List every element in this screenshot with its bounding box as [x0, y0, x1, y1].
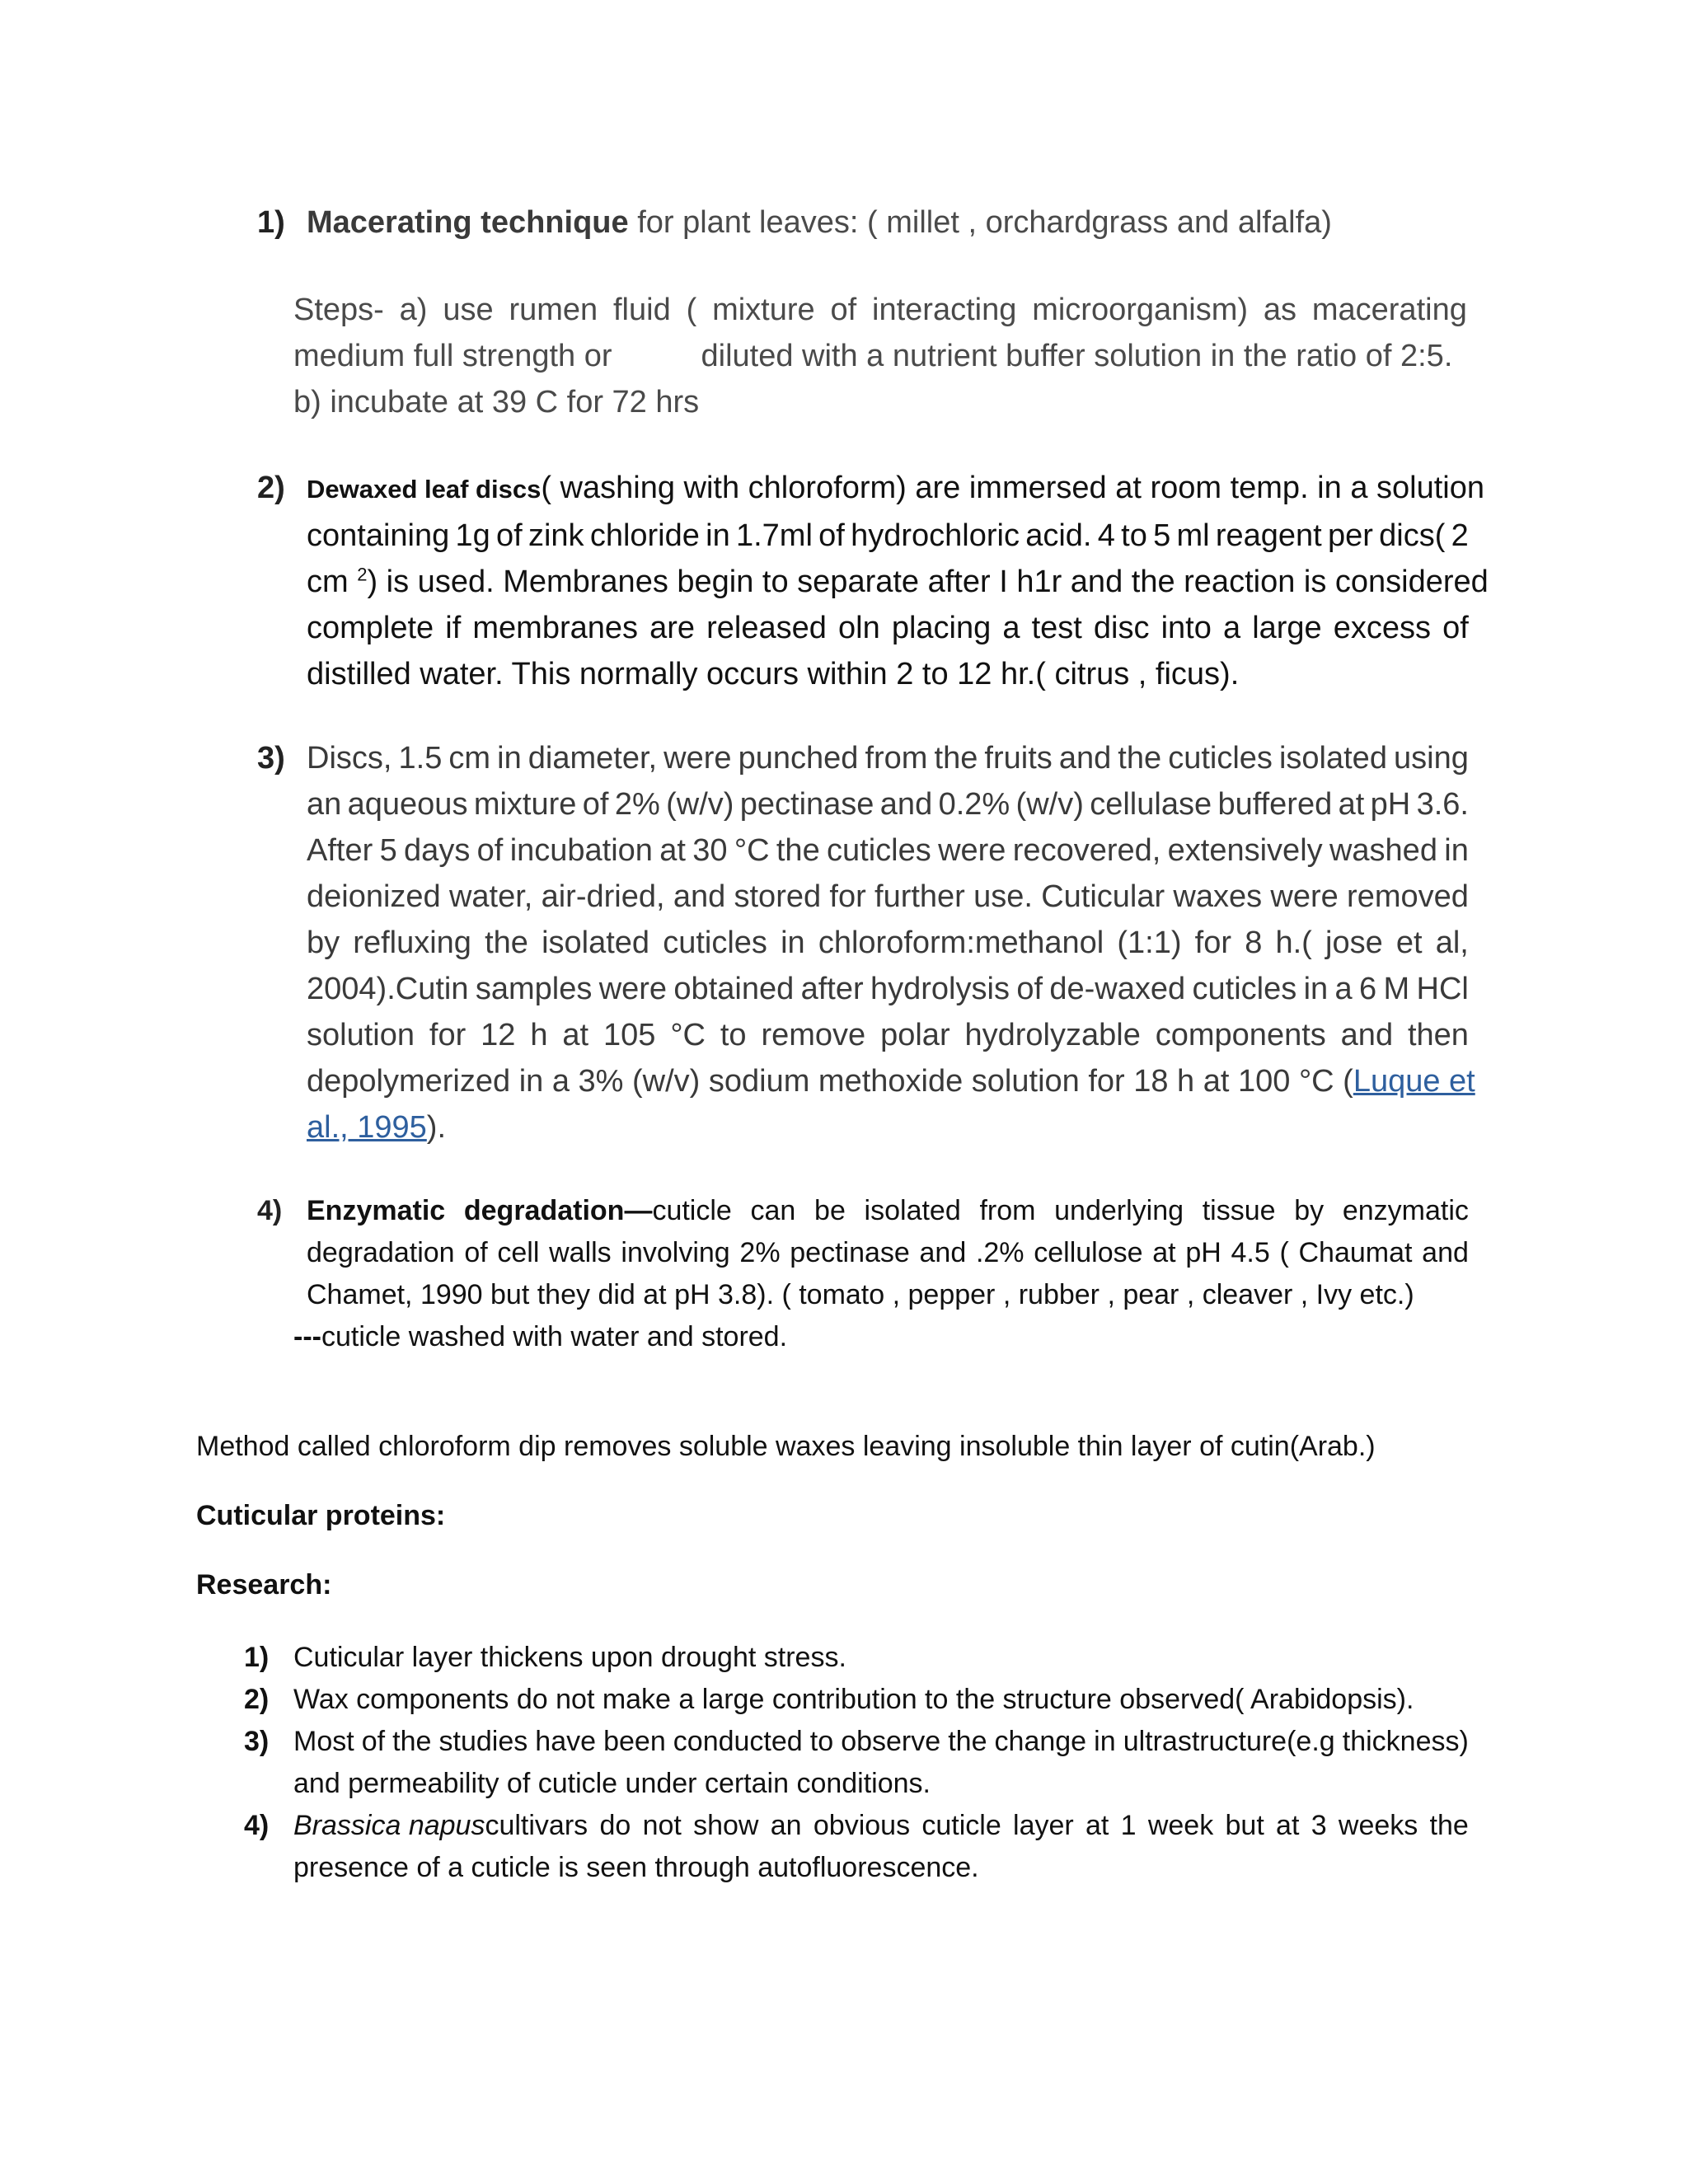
steps-line-2: medium full strength or diluted with a nutrient buffer solution in the ratio of 2:5. [293, 339, 1453, 373]
list-number: 1) [244, 1642, 270, 1673]
list-item: 4) Brassica napuscultivars do not show an obvious cuticle layer at 1 week but at 3 weeks the presence of a cuticle is seen through autofluorescence. [244, 1805, 1469, 1889]
text-line: Chamet, 1990 but they did at pH 3.8). ( tomato , pepper , rubber , pear , cleaver , Ivy etc.) [307, 1279, 1414, 1310]
research-heading: Research: [196, 1569, 332, 1601]
item-body [307, 465, 1489, 697]
list-number: 3) [257, 741, 285, 776]
item-body [307, 1190, 1469, 1316]
text-line: 2004).Cutin samples were obtained after hydrolysis of de-waxed cuticles in a 6 M HCl [307, 972, 1469, 1006]
research-list [244, 1637, 1469, 1889]
cuticular-proteins-heading: Cuticular proteins: [196, 1500, 446, 1531]
text-line: containing 1g of zink chloride in 1.7ml of hydrochloric acid. 4 to 5 ml reagent per dics( 2 [307, 518, 1469, 553]
text-line: complete if membranes are released oln placing a test disc into a large excess of [307, 611, 1469, 645]
list-number: 2) [257, 471, 285, 505]
list-item: 2) Wax components do not make a large contribution to the structure observed( Arabidopsis). [244, 1679, 1469, 1721]
text-line: After 5 days of incubation at 30 °C the cuticles were recovered, extensively washed in [307, 833, 1469, 868]
text-line: Discs, 1.5 cm in diameter, were punched from the fruits and the cuticles isolated using [307, 741, 1469, 776]
chloroform-paragraph: Method called chloroform dip removes soluble waxes leaving insoluble thin layer of cutin(Arab.) [196, 1431, 1376, 1462]
text-line: deionized water, air-dried, and stored for further use. Cuticular waxes were removed [307, 879, 1469, 914]
list-number: 3) [244, 1726, 270, 1757]
list-item: 3) Most of the studies have been conducted to observe the change in ultrastructure(e.g thickness) and permeability of cuticle under certain conditions. [244, 1721, 1469, 1805]
item-body [307, 735, 1475, 1151]
steps-line-3: b) incubate at 39 C for 72 hrs [293, 385, 700, 419]
list-number: 4) [257, 1195, 283, 1226]
text-line: solution for 12 h at 105 °C to remove polar hydrolyzable components and then [307, 1018, 1469, 1052]
text-line: distilled water. This normally occurs within 2 to 12 hr.( citrus , ficus). [307, 657, 1240, 691]
text-line: depolymerized in a 3% (w/v) sodium methoxide solution for 18 h at 100 °C (Luque et [307, 1064, 1475, 1099]
text-line: cm $^2$) is used. Membranes begin to separate after I h1r and the reaction is considered [307, 564, 1489, 599]
list-item: 1) Cuticular layer thickens upon drought stress. [244, 1637, 1469, 1679]
text-line: Dewaxed leaf discs( washing with chloroform) are immersed at room temp. in a solution [307, 471, 1484, 505]
text-line: al., 1995 ). [307, 1104, 1469, 1151]
list-number: 2) [244, 1684, 270, 1715]
citation-link[interactable]: al., 1995 [307, 1110, 427, 1145]
item-heading-line: Macerating technique for plant leaves: ( millet , orchardgrass and alfalfa) [307, 205, 1332, 240]
text-line: degradation of cell walls involving 2% pectinase and .2% cellulose at pH 4.5 ( Chaumat and [307, 1237, 1469, 1268]
note-line: ---cuticle washed with water and stored. [293, 1321, 788, 1352]
steps-paragraph [293, 287, 1467, 425]
item-title: Dewaxed leaf discs [307, 475, 542, 504]
list-number: 4) [244, 1810, 270, 1841]
text-line: by refluxing the isolated cuticles in chloroform:methanol (1:1) for 8 h.( jose et al, [307, 926, 1469, 960]
list-number: 1) [257, 205, 285, 240]
citation-link[interactable]: Luque et [1353, 1064, 1475, 1099]
item-title: Macerating technique [307, 205, 629, 240]
text-line: Enzymatic degradation—cuticle can be isolated from underlying tissue by enzymatic [307, 1195, 1469, 1226]
text-line: an aqueous mixture of 2% (w/v) pectinase and 0.2% (w/v) cellulase buffered at pH 3.6. [307, 787, 1469, 822]
steps-line-1: Steps- a) use rumen fluid ( mixture of interacting microorganism) as macerating [293, 293, 1467, 327]
